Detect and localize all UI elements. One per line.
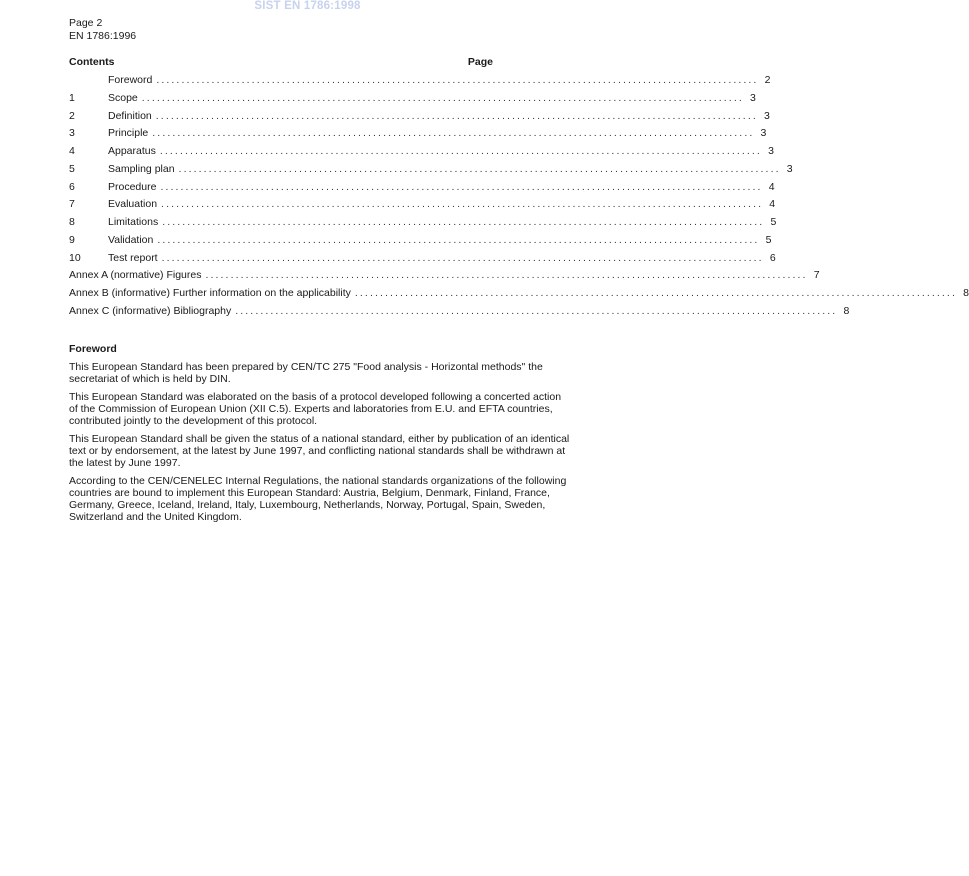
toc-leader-dots: ........................................................................................................................ <box>141 91 744 104</box>
toc-entry-title: Apparatus <box>108 144 160 158</box>
toc-entry-page: 8 <box>963 287 969 299</box>
toc-entry-number: 1 <box>69 91 75 104</box>
toc-entry-page: 3 <box>760 127 767 140</box>
toc-entry-number: 4 <box>69 145 75 157</box>
toc-leader-dots: ........................................................................................................................ <box>205 269 808 282</box>
toc-leader-dots: ........................................................................................................................ <box>160 180 763 193</box>
foreword-heading: Foreword <box>69 343 117 355</box>
toc-entry-page: 4 <box>769 198 776 211</box>
foreword-section <box>69 343 571 529</box>
toc-leader-dots: ........................................................................................................................ <box>162 216 765 228</box>
toc-entry[interactable] <box>69 73 771 91</box>
toc-entry-page: 3 <box>768 145 774 157</box>
toc-leader-dots: ........................................................................................................................ <box>235 304 838 317</box>
toc-entry[interactable] <box>69 126 767 144</box>
toc-entry[interactable] <box>69 286 969 304</box>
toc-entry[interactable] <box>69 162 793 180</box>
toc-entry-title: Sampling plan <box>108 162 179 176</box>
toc-entry-title: Validation <box>108 233 157 247</box>
toc-entry[interactable] <box>69 233 772 251</box>
toc-entry-page: 3 <box>764 109 770 122</box>
toc-leader-dots: ........................................................................................................................ <box>156 74 759 86</box>
toc-leader-dots: ........................................................................................................................ <box>157 233 760 246</box>
toc-entry-page: 8 <box>843 304 850 317</box>
toc-leader-dots: ........................................................................................................................ <box>354 287 957 299</box>
toc-entry[interactable] <box>69 91 756 109</box>
toc-entry-page: 6 <box>769 251 776 264</box>
foreword-paragraph: This European Standard has been prepared by CEN/TC 275 "Food analysis - Horizontal methods" the secretariat of which is held by DIN. <box>69 361 543 385</box>
toc-entry-title: Annex C (informative) Bibliography <box>69 304 235 318</box>
toc-leader-dots: ........................................................................................................................ <box>155 109 758 122</box>
toc-entry[interactable] <box>69 144 774 162</box>
toc-entry-title: Evaluation <box>108 197 161 211</box>
table-of-contents <box>69 73 969 322</box>
toc-leader-dots: ........................................................................................................................ <box>178 162 781 175</box>
toc-entry-title: Definition <box>108 109 156 123</box>
toc-entry-number: 2 <box>69 109 75 122</box>
page-number: Page 2 <box>69 17 103 29</box>
toc-entry[interactable] <box>69 197 776 215</box>
toc-entry[interactable] <box>69 215 777 233</box>
toc-entry-page: 5 <box>765 233 772 246</box>
toc-entry[interactable] <box>69 109 770 127</box>
toc-entry-page: 3 <box>750 91 756 104</box>
contents-header <box>69 56 493 68</box>
toc-entry-page: 3 <box>786 162 793 175</box>
toc-entry-number: 5 <box>69 162 75 175</box>
toc-entry-title: Procedure <box>108 180 160 194</box>
toc-entry-title: Limitations <box>108 215 162 229</box>
foreword-paragraph: This European Standard shall be given the status of a national standard, either by publication of an identical text or by endorsement, at the latest by June 1997, and conflicting national standards shall be withdrawn at the latest by June 1997. <box>69 433 570 469</box>
document-id: EN 1786:1996 <box>69 30 137 42</box>
watermark: SIST EN 1786:1998 <box>254 0 361 12</box>
toc-entry-number: 8 <box>69 216 75 228</box>
toc-leader-dots: ........................................................................................................................ <box>161 251 764 264</box>
toc-entry-number: 6 <box>69 180 75 193</box>
toc-entry[interactable] <box>69 268 820 286</box>
toc-entry-number: 3 <box>69 127 75 140</box>
page-column-heading: Page <box>467 56 493 68</box>
toc-entry-page: 7 <box>813 269 820 282</box>
toc-entry-page: 4 <box>768 180 775 193</box>
toc-entry-title: Principle <box>108 126 152 140</box>
toc-entry-title: Test report <box>108 251 162 265</box>
toc-entry-page: 5 <box>770 216 777 228</box>
foreword-paragraph: According to the CEN/CENELEC Internal Regulations, the national standards organizations of the following countries are bound to implement this European Standard: Austria, Belgium, Denmark, Finland, France, Germany, Greece, Iceland, Ireland, Italy, Luxembourg, Netherlands, Norway, Portugal, Spain, Sweden, Switzerland and the United Kingdom. <box>69 475 567 523</box>
toc-entry-number: 9 <box>69 233 75 246</box>
toc-entry[interactable] <box>69 251 776 269</box>
foreword-paragraph: This European Standard was elaborated on the basis of a protocol developed following a concerted action of the Commission of European Union (XII C.5). Experts and laboratories from E.U. and EFTA countries, contributed jointly to the development of this protocol. <box>69 391 562 427</box>
toc-entry-title: Scope <box>108 91 142 105</box>
contents-heading: Contents <box>69 56 115 68</box>
toc-leader-dots: ........................................................................................................................ <box>152 127 755 140</box>
toc-leader-dots: ........................................................................................................................ <box>161 198 764 211</box>
toc-leader-dots: ........................................................................................................................ <box>159 145 762 157</box>
toc-entry-title: Foreword <box>108 73 156 87</box>
toc-entry-title: Annex B (informative) Further information on the applicability <box>69 286 355 300</box>
toc-entry-number: 7 <box>69 198 75 211</box>
toc-entry-title: Annex A (normative) Figures <box>69 268 205 282</box>
toc-entry-page: 2 <box>764 74 771 86</box>
toc-entry[interactable] <box>69 304 850 322</box>
toc-entry-number: 10 <box>69 251 81 264</box>
toc-entry[interactable] <box>69 180 775 198</box>
